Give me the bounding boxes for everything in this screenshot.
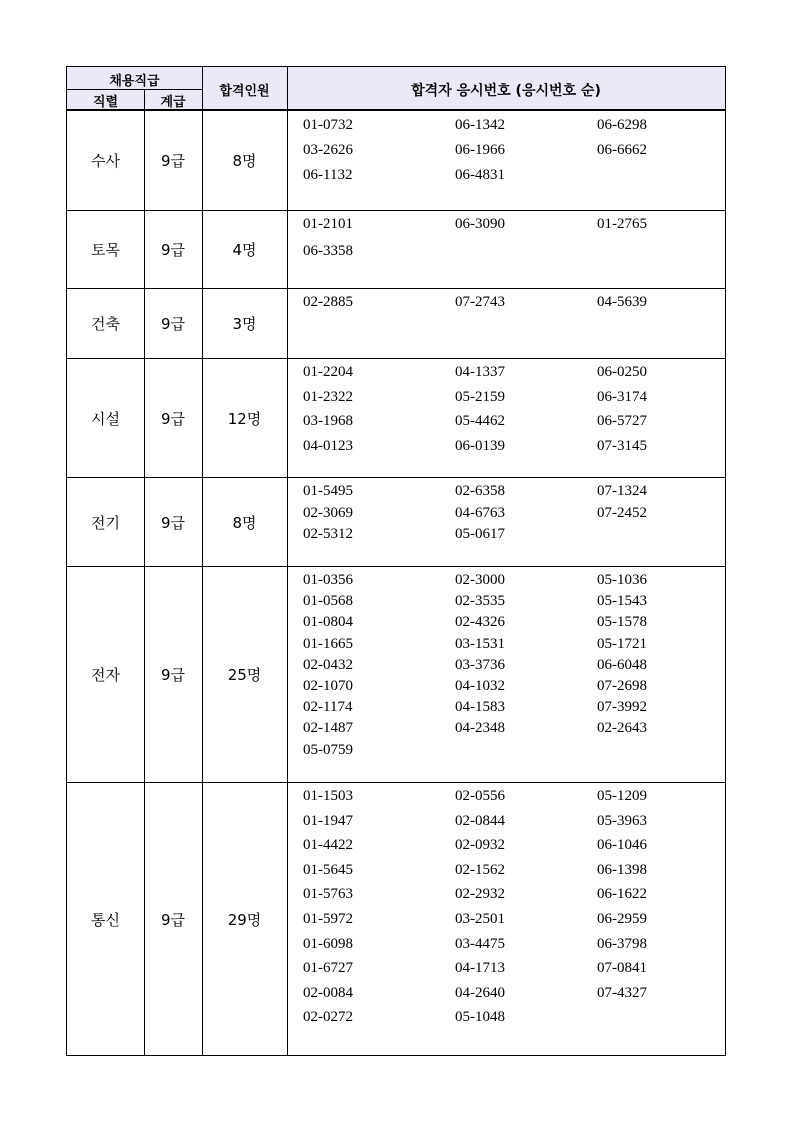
applicant-id: 05-1543	[597, 593, 647, 610]
applicant-id: 02-2643	[597, 720, 647, 737]
applicant-id: 07-0841	[597, 960, 647, 977]
header-ids: 합격자 응시번호 (응시번호 순)	[411, 83, 601, 99]
applicant-id: 02-3069	[303, 504, 353, 521]
applicant-id: 06-6662	[597, 142, 647, 158]
applicant-id: 06-6298	[597, 117, 647, 133]
series-cell: 전기	[91, 513, 120, 532]
applicant-id: 05-1578	[597, 614, 647, 631]
applicant-id: 03-1531	[455, 635, 505, 652]
applicant-id: 02-1487	[303, 720, 353, 737]
applicant-id: 04-5639	[597, 294, 647, 310]
applicant-id: 06-5727	[597, 413, 647, 429]
applicant-id: 02-1562	[455, 861, 505, 878]
applicant-id: 03-2626	[303, 142, 353, 158]
results-table	[66, 66, 726, 1056]
applicant-id: 05-4462	[455, 413, 505, 429]
applicant-ids	[287, 478, 725, 566]
applicant-id: 02-0432	[303, 656, 353, 673]
applicant-id: 05-1209	[597, 788, 647, 804]
count-cell: 8명	[232, 152, 257, 170]
applicant-id: 01-1665	[303, 635, 353, 652]
applicant-id: 02-3535	[455, 593, 505, 610]
applicant-id: 06-1622	[597, 886, 647, 903]
applicant-id: 01-5645	[303, 861, 353, 878]
applicant-id: 01-1947	[303, 812, 353, 829]
applicant-id: 02-1070	[303, 678, 353, 694]
applicant-id: 07-4327	[597, 984, 647, 1001]
grade-cell: 9급	[160, 513, 186, 532]
applicant-id: 01-2765	[597, 216, 647, 232]
applicant-id: 02-0084	[303, 984, 353, 1001]
header-group-label: 채용직급	[109, 74, 160, 89]
applicant-id: 06-3174	[597, 388, 647, 405]
grade-cell: 9급	[160, 409, 186, 428]
applicant-id: 04-1337	[455, 364, 505, 380]
header-grade: 계급	[160, 95, 186, 110]
table-row	[67, 289, 725, 359]
applicant-ids	[287, 111, 725, 210]
applicant-ids	[287, 359, 725, 477]
count-cell: 4명	[232, 241, 257, 259]
table-row	[67, 111, 725, 211]
applicant-id: 07-2452	[597, 504, 647, 521]
applicant-id: 06-3358	[303, 243, 353, 259]
table-header	[67, 67, 725, 111]
applicant-id: 05-3963	[597, 812, 647, 829]
applicant-id: 02-0932	[455, 837, 505, 854]
applicant-id: 06-1132	[303, 167, 353, 183]
applicant-id: 06-6048	[597, 656, 647, 673]
count-cell: 29명	[227, 910, 262, 929]
applicant-id: 01-2322	[303, 388, 353, 405]
header-series: 직렬	[92, 95, 119, 110]
applicant-id: 05-2159	[455, 388, 505, 405]
applicant-id: 05-1036	[597, 572, 647, 588]
applicant-id: 06-1046	[597, 837, 647, 854]
applicant-id: 05-0759	[303, 741, 353, 758]
applicant-id: 02-2932	[455, 886, 505, 903]
applicant-id: 01-4422	[303, 837, 353, 854]
applicant-id: 03-1968	[303, 413, 353, 429]
applicant-id: 04-2348	[455, 720, 505, 737]
count-cell: 12명	[227, 409, 262, 428]
applicant-id: 01-1503	[303, 788, 353, 804]
applicant-id: 01-0732	[303, 117, 353, 133]
applicant-id: 07-1324	[597, 483, 647, 499]
applicant-id: 06-1966	[455, 142, 505, 158]
grade-cell: 9급	[160, 152, 186, 170]
applicant-id: 06-4831	[455, 167, 505, 183]
applicant-id: 01-6098	[303, 935, 353, 952]
applicant-id: 04-1583	[455, 699, 505, 716]
applicant-id: 01-5763	[303, 886, 353, 903]
applicant-id: 07-3992	[597, 699, 647, 716]
applicant-id: 02-0272	[303, 1009, 353, 1026]
applicant-id: 05-1048	[455, 1009, 505, 1026]
applicant-id: 02-6358	[455, 483, 505, 499]
series-cell: 건축	[91, 315, 120, 333]
applicant-ids	[287, 289, 725, 358]
applicant-id: 04-2640	[455, 984, 505, 1001]
series-cell: 토목	[91, 241, 120, 259]
series-cell: 전자	[91, 666, 120, 684]
applicant-id: 06-0139	[455, 437, 505, 454]
applicant-id: 01-2101	[303, 216, 353, 232]
applicant-id: 02-0844	[455, 812, 505, 829]
header-count: 합격인원	[219, 84, 270, 99]
grade-cell: 9급	[160, 666, 186, 684]
applicant-id: 07-3145	[597, 437, 647, 454]
applicant-ids	[287, 211, 725, 288]
count-cell: 8명	[232, 513, 257, 532]
applicant-id: 04-6763	[455, 504, 505, 521]
applicant-id: 06-3090	[455, 216, 505, 232]
applicant-id: 02-4326	[455, 614, 505, 631]
table-row	[67, 567, 725, 783]
applicant-id: 04-0123	[303, 437, 353, 454]
applicant-id: 06-0250	[597, 364, 647, 380]
applicant-ids	[287, 783, 725, 1055]
applicant-id: 02-1174	[303, 699, 353, 716]
applicant-id: 01-0356	[303, 572, 353, 588]
applicant-id: 06-1398	[597, 861, 647, 878]
table-row	[67, 783, 725, 1055]
applicant-id: 02-0556	[455, 788, 505, 804]
applicant-id: 07-2698	[597, 678, 647, 694]
grade-cell: 9급	[160, 241, 186, 259]
count-cell: 3명	[232, 315, 257, 333]
applicant-id: 05-0617	[455, 526, 505, 542]
applicant-id: 03-2501	[455, 911, 505, 927]
applicant-id: 02-5312	[303, 526, 353, 542]
grade-cell: 9급	[160, 910, 186, 929]
applicant-id: 01-5495	[303, 483, 353, 499]
applicant-ids	[287, 567, 725, 782]
applicant-id: 01-2204	[303, 364, 353, 380]
applicant-id: 01-0568	[303, 593, 353, 610]
applicant-id: 06-3798	[597, 935, 647, 952]
applicant-id: 02-2885	[303, 294, 353, 310]
count-cell: 25명	[227, 666, 262, 684]
applicant-id: 03-4475	[455, 935, 505, 952]
applicant-id: 05-1721	[597, 635, 647, 652]
series-cell: 시설	[91, 409, 120, 428]
applicant-id: 06-1342	[455, 117, 505, 133]
table-row	[67, 359, 725, 478]
applicant-id: 04-1032	[455, 678, 505, 694]
series-cell: 통신	[91, 910, 120, 929]
applicant-id: 02-3000	[455, 572, 505, 588]
series-cell: 수사	[91, 152, 120, 170]
applicant-id: 01-5972	[303, 911, 353, 927]
applicant-id: 07-2743	[455, 294, 505, 310]
applicant-id: 06-2959	[597, 911, 647, 927]
table-row	[67, 211, 725, 289]
applicant-id: 01-0804	[303, 614, 353, 631]
table-row	[67, 478, 725, 567]
applicant-id: 01-6727	[303, 960, 353, 977]
grade-cell: 9급	[160, 315, 186, 333]
applicant-id: 04-1713	[455, 960, 505, 977]
applicant-id: 03-3736	[455, 656, 505, 673]
